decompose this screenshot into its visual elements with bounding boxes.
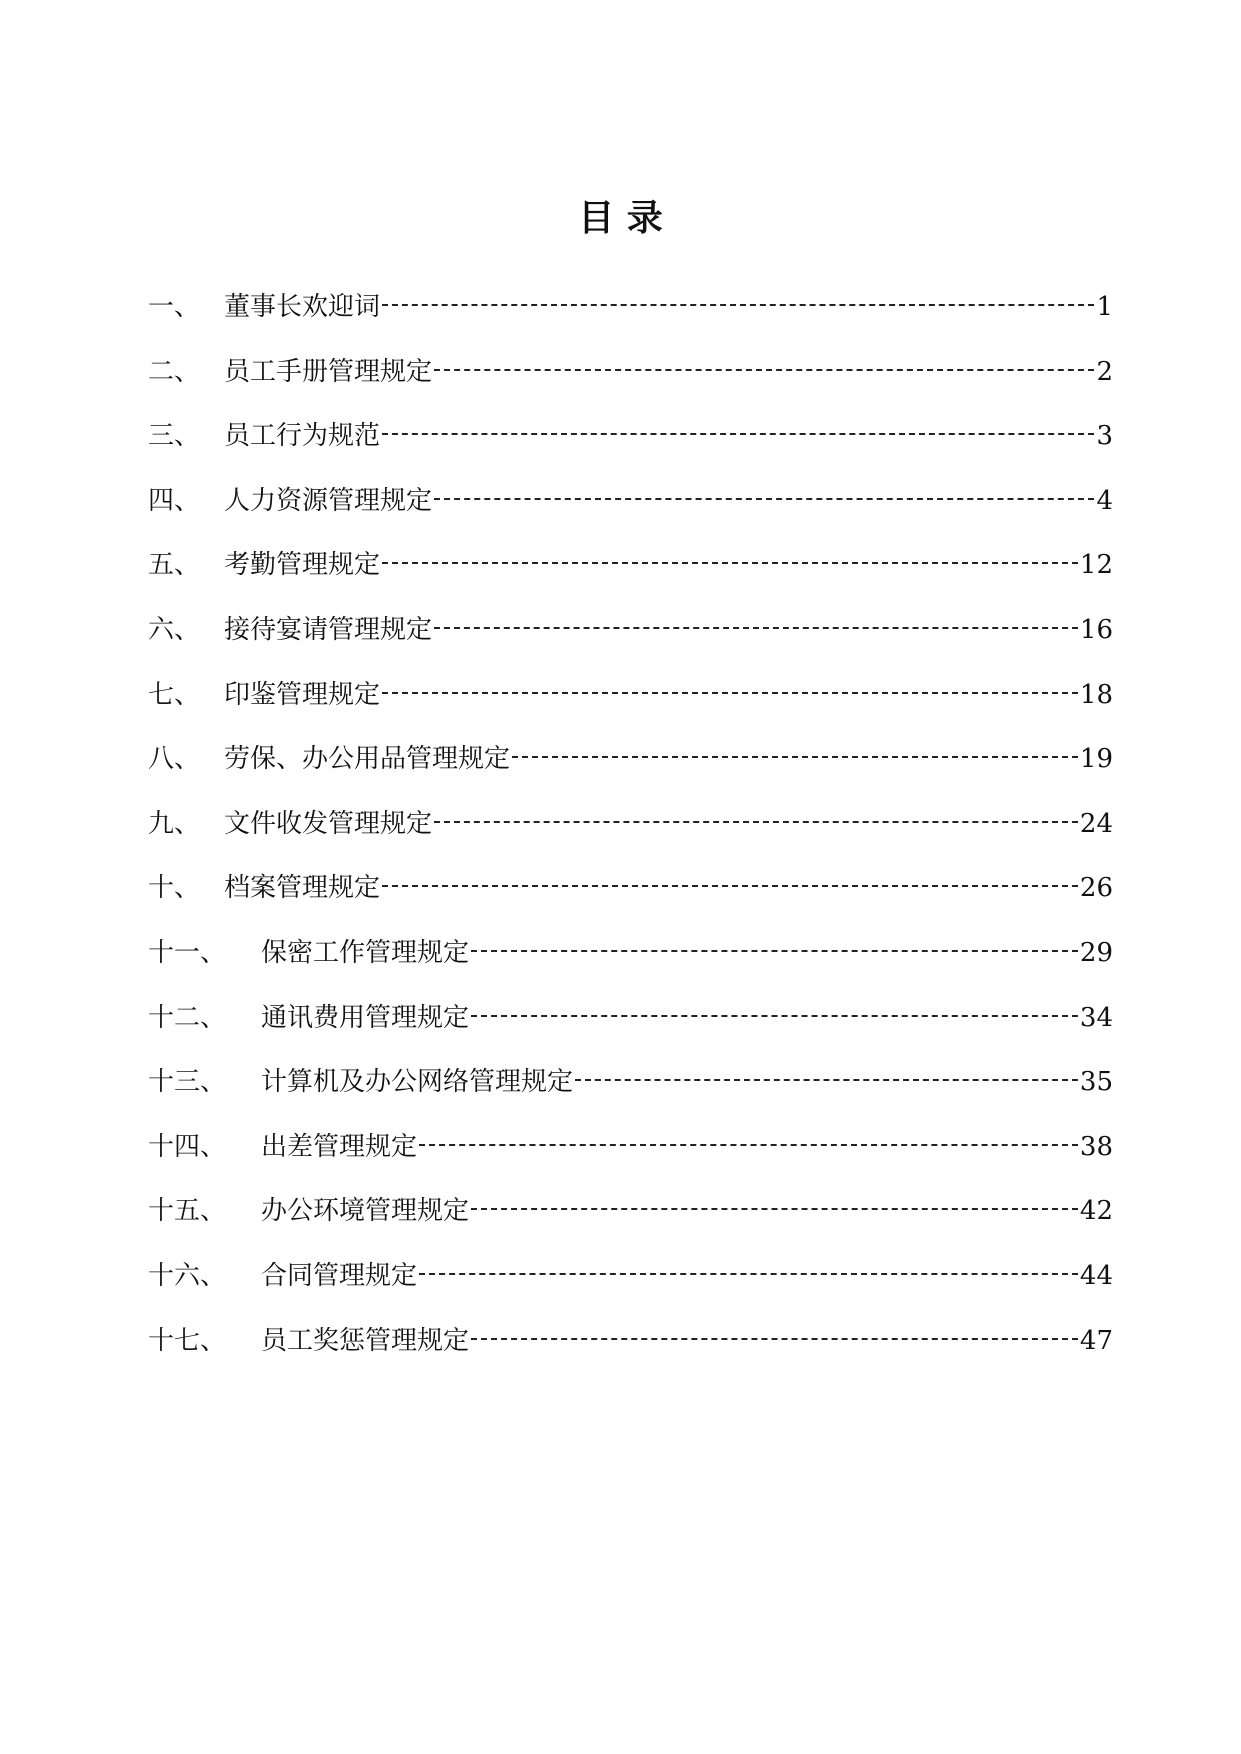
toc-entry-page-number: 29 xyxy=(1079,937,1113,968)
toc-dot-leader xyxy=(471,1208,1078,1210)
toc-entry-page-number: 35 xyxy=(1079,1067,1113,1098)
toc-dot-leader xyxy=(471,1338,1078,1340)
toc-entry[interactable] xyxy=(148,547,1113,612)
toc-entry-title: 印鉴管理规定 xyxy=(224,679,381,710)
toc-entry-title: 员工奖惩管理规定 xyxy=(261,1325,470,1356)
toc-dot-leader xyxy=(419,1144,1078,1146)
toc-entry-title: 员工行为规范 xyxy=(224,421,381,452)
toc-entry[interactable] xyxy=(148,1193,1113,1258)
toc-entry[interactable] xyxy=(148,483,1113,548)
toc-entry-number: 六、 xyxy=(148,614,201,645)
toc-entry-page-number: 4 xyxy=(1096,485,1113,516)
toc-entry-title: 保密工作管理规定 xyxy=(261,937,470,968)
toc-entry-title: 计算机及办公网络管理规定 xyxy=(261,1067,574,1098)
toc-entry[interactable] xyxy=(148,935,1113,1000)
toc-entry-title: 劳保、办公用品管理规定 xyxy=(224,744,511,775)
toc-entry-page-number: 12 xyxy=(1079,550,1113,581)
toc-entry-title: 员工手册管理规定 xyxy=(224,356,433,387)
toc-entry-page-number: 47 xyxy=(1079,1325,1113,1356)
toc-entry[interactable] xyxy=(148,1258,1113,1323)
toc-dot-leader xyxy=(382,562,1078,564)
toc-entry-number: 九、 xyxy=(148,808,201,839)
toc-dot-leader xyxy=(512,756,1078,758)
toc-entry-number: 二、 xyxy=(148,356,201,387)
toc-entry-number: 十六、 xyxy=(148,1260,227,1291)
toc-entry-title: 董事长欢迎词 xyxy=(224,292,381,322)
toc-entry-title: 考勤管理规定 xyxy=(224,550,381,581)
toc-dot-leader xyxy=(382,433,1094,435)
toc-entry-title: 人力资源管理规定 xyxy=(224,485,433,516)
toc-entry-number: 八、 xyxy=(148,744,201,775)
toc-entry-page-number: 3 xyxy=(1096,421,1113,452)
toc-entry-page-number: 34 xyxy=(1079,1002,1113,1033)
toc-entry-number: 十五、 xyxy=(148,1196,227,1227)
toc-dot-leader xyxy=(419,1273,1078,1275)
toc-entry-title: 文件收发管理规定 xyxy=(224,808,433,839)
toc-dot-leader xyxy=(382,304,1094,306)
toc-entry-number: 十四、 xyxy=(148,1131,227,1162)
toc-entry-page-number: 44 xyxy=(1079,1260,1113,1291)
toc-entry-number: 十、 xyxy=(148,873,201,904)
toc-entry[interactable] xyxy=(148,289,1113,354)
toc-entry[interactable] xyxy=(148,1000,1113,1065)
toc-entry-number: 五、 xyxy=(148,550,201,581)
toc-entry-number: 七、 xyxy=(148,679,201,710)
toc-dot-leader xyxy=(434,498,1094,500)
toc-entry-number: 十二、 xyxy=(148,1002,227,1033)
toc-entry-number: 十一、 xyxy=(148,937,227,968)
toc-entry[interactable] xyxy=(148,354,1113,419)
toc-dot-leader xyxy=(471,1015,1078,1017)
toc-entry-page-number: 26 xyxy=(1079,873,1113,904)
toc-entry-page-number: 16 xyxy=(1079,614,1113,645)
toc-entry[interactable] xyxy=(148,677,1113,742)
toc-entry-page-number: 24 xyxy=(1079,808,1113,839)
toc-dot-leader xyxy=(382,692,1078,694)
toc-entry-number: 四、 xyxy=(148,485,201,516)
toc-entry[interactable] xyxy=(148,870,1113,935)
toc-dot-leader xyxy=(575,1079,1078,1081)
toc-dot-leader xyxy=(382,885,1078,887)
toc-dot-leader xyxy=(434,369,1094,371)
toc-entry-number: 十三、 xyxy=(148,1067,227,1098)
toc-entry-title: 接待宴请管理规定 xyxy=(224,614,433,645)
toc-entry[interactable] xyxy=(148,1129,1113,1194)
toc-dot-leader xyxy=(434,821,1078,823)
toc-entry[interactable] xyxy=(148,1064,1113,1129)
toc-entry[interactable] xyxy=(148,612,1113,677)
toc-entry-title: 合同管理规定 xyxy=(261,1260,418,1291)
toc-entry-title: 出差管理规定 xyxy=(261,1131,418,1162)
toc-dot-leader xyxy=(471,950,1078,952)
toc-entry-title: 档案管理规定 xyxy=(224,873,381,904)
toc-entry[interactable] xyxy=(148,418,1113,483)
toc-entry-title: 通讯费用管理规定 xyxy=(261,1002,470,1033)
table-of-contents xyxy=(148,289,1113,1387)
toc-dot-leader xyxy=(434,627,1078,629)
toc-entry-page-number: 42 xyxy=(1079,1196,1113,1227)
toc-entry-title: 办公环境管理规定 xyxy=(261,1196,470,1227)
toc-entry-number: 一、 xyxy=(148,292,201,322)
toc-entry-page-number: 38 xyxy=(1079,1131,1113,1162)
toc-entry-number: 十七、 xyxy=(148,1325,227,1356)
toc-entry-page-number: 2 xyxy=(1096,356,1113,387)
toc-entry[interactable] xyxy=(148,741,1113,806)
toc-entry-number: 三、 xyxy=(148,421,201,452)
toc-entry[interactable] xyxy=(148,806,1113,871)
page-title: 目 录 xyxy=(578,198,663,239)
toc-entry-page-number: 1 xyxy=(1096,292,1113,322)
toc-entry-page-number: 18 xyxy=(1079,679,1113,710)
toc-entry-page-number: 19 xyxy=(1079,744,1113,775)
toc-entry[interactable] xyxy=(148,1323,1113,1388)
